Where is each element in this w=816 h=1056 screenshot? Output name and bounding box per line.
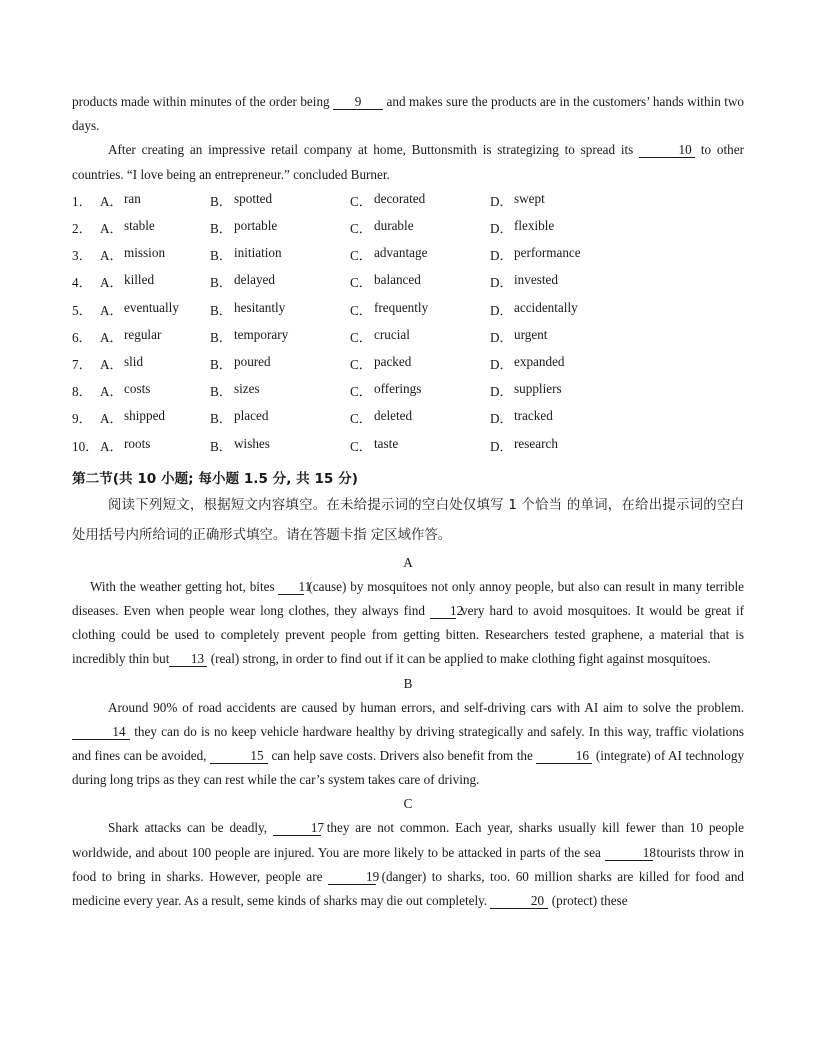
option-row	[72, 404, 744, 431]
option-row	[72, 323, 744, 350]
option-row	[72, 432, 744, 459]
option-c	[350, 381, 490, 400]
option-a	[100, 327, 210, 346]
option-a	[100, 218, 210, 237]
option-d	[490, 381, 610, 400]
option-letter: A．	[100, 221, 123, 237]
passage-b	[72, 696, 744, 793]
option-letter: C．	[350, 329, 372, 345]
option-letter: B．	[210, 302, 232, 318]
option-word: crucial	[374, 326, 410, 342]
option-word: balanced	[374, 272, 421, 288]
option-letter: B．	[210, 411, 232, 427]
option-word: portable	[234, 218, 278, 234]
option-word: packed	[374, 354, 412, 370]
text: With the weather getting hot, bites	[90, 578, 275, 594]
question-number: 10．	[72, 438, 99, 454]
question-number: 3．	[72, 248, 92, 264]
text: to other countries. “I love being an entrepreneur.” concluded Burner.	[72, 142, 745, 182]
answer-blank-17: 17	[273, 820, 321, 836]
text: they can do is no keep vehicle hardware healthy by driving strategically and safely. In this way, traffic violations and fines can be avoided,	[72, 723, 744, 763]
option-word: invested	[514, 272, 558, 288]
option-word: urgent	[514, 326, 548, 342]
option-letter: A．	[100, 275, 123, 291]
option-a	[100, 245, 210, 264]
text: products made within minutes of the order being	[72, 94, 330, 109]
option-letter: A．	[100, 302, 123, 318]
option-b	[210, 436, 350, 455]
text: (protect) these	[551, 892, 628, 908]
option-letter: B．	[210, 329, 232, 345]
answer-blank-9: 9	[333, 94, 383, 110]
question-number: 8．	[72, 384, 92, 400]
passage-c-label: C	[403, 796, 413, 812]
option-a	[100, 300, 210, 319]
option-letter: B．	[210, 357, 232, 373]
option-c	[350, 408, 490, 427]
option-letter: D．	[490, 275, 513, 291]
text: tourists throw in food to bring in sharks. However, people are	[72, 844, 745, 884]
text: (integrate) of AI technology during long trips as they can rest while the car’s system takes care of driving.	[72, 747, 745, 788]
option-word: expanded	[514, 354, 565, 370]
option-letter: B．	[210, 438, 232, 454]
question-number: 1．	[72, 193, 92, 209]
option-word: roots	[124, 435, 151, 451]
option-word: stable	[124, 218, 155, 234]
text: and makes sure the products are in the customers’ hands within two days.	[72, 94, 745, 134]
option-letter: D．	[490, 221, 513, 237]
option-row	[72, 187, 744, 214]
option-row	[72, 350, 744, 377]
option-letter: A．	[100, 248, 123, 264]
text: they are not common. Each year, sharks usually kill fewer than 10 people worldwide, and about 100 people are injured. You are more likely to be attacked in parts of the sea	[72, 820, 745, 860]
option-b	[210, 245, 350, 264]
section-heading: 第二节(共 10 小题; 每小题 1.5 分, 共 15 分)	[72, 470, 358, 487]
passage-b-label: B	[403, 675, 413, 691]
text: (danger) to sharks, too. 60 million sharks are killed for food and medicine every year. As a result, seme kinds of sharks may die out completely.	[72, 868, 745, 908]
option-letter: D．	[490, 411, 513, 427]
option-b	[210, 354, 350, 373]
option-b	[210, 381, 350, 400]
option-letter: D．	[490, 438, 513, 454]
answer-blank-11: 11	[278, 579, 304, 595]
option-letter: A．	[100, 357, 123, 373]
option-word: research	[514, 435, 558, 451]
option-word: accidentally	[514, 299, 578, 315]
option-d	[490, 218, 610, 237]
option-row	[72, 241, 744, 268]
option-word: initiation	[234, 245, 282, 261]
answer-blank-20: 20	[490, 893, 548, 909]
option-c	[350, 218, 490, 237]
question-number: 4．	[72, 275, 92, 291]
option-word: decorated	[374, 190, 426, 206]
option-d	[490, 354, 610, 373]
option-word: swept	[514, 190, 545, 206]
option-word: sizes	[234, 381, 260, 397]
option-word: performance	[514, 245, 581, 261]
answer-blank-13: 13	[169, 651, 207, 667]
option-c	[350, 354, 490, 373]
option-a	[100, 408, 210, 427]
option-word: mission	[124, 245, 166, 261]
text: After creating an impressive retail company at home, Buttonsmith is strategizing to spread its	[108, 142, 634, 158]
option-letter: B．	[210, 221, 232, 237]
option-word: hesitantly	[234, 299, 286, 315]
option-word: deleted	[374, 408, 413, 424]
option-word: placed	[234, 408, 269, 424]
question-number: 7．	[72, 357, 92, 373]
answer-blank-18: 18	[605, 845, 653, 861]
option-word: suppliers	[514, 381, 562, 397]
option-letter: B．	[210, 193, 232, 209]
option-c	[350, 300, 490, 319]
option-b	[210, 218, 350, 237]
option-letter: A．	[100, 329, 123, 345]
passage-a-label: A	[403, 554, 413, 570]
section-instruction: 阅读下列短文，根据短文内容填空。在未给提示词的空白处仅填写 1 个恰当 的单词，在给出提示词的空白处用括号内所给词的正确形式填空。请在答题卡指 定区域作答。	[72, 497, 744, 543]
answer-blank-15: 15	[210, 748, 268, 764]
answer-blank-12: 12	[430, 603, 456, 619]
question-number: 9．	[72, 411, 92, 427]
option-letter: A．	[100, 411, 123, 427]
option-word: shipped	[124, 408, 166, 424]
option-c	[350, 191, 490, 210]
option-d	[490, 191, 610, 210]
option-letter: A．	[100, 438, 123, 454]
option-d	[490, 272, 610, 291]
option-d	[490, 327, 610, 346]
answer-blank-10: 10	[639, 142, 695, 158]
option-a	[100, 354, 210, 373]
option-c	[350, 272, 490, 291]
option-word: ran	[124, 190, 141, 206]
answer-blank-14: 14	[72, 724, 130, 740]
text: (real) strong, in order to find out if it can be applied to make clothing fight against mosquitoes.	[210, 651, 711, 667]
option-letter: D．	[490, 329, 513, 345]
text: can help save costs. Drivers also benefit from the	[271, 747, 533, 763]
option-word: advantage	[374, 245, 428, 261]
option-letter: C．	[350, 275, 372, 291]
option-row	[72, 268, 744, 295]
option-d	[490, 245, 610, 264]
option-letter: D．	[490, 384, 513, 400]
option-b	[210, 191, 350, 210]
option-d	[490, 436, 610, 455]
option-b	[210, 408, 350, 427]
text: Shark attacks can be deadly,	[108, 820, 268, 836]
option-a	[100, 191, 210, 210]
option-letter: C．	[350, 384, 372, 400]
option-word: durable	[374, 218, 414, 234]
option-word: costs	[124, 381, 151, 397]
option-word: temporary	[234, 326, 289, 342]
passage-a	[72, 575, 744, 672]
option-c	[350, 245, 490, 264]
intro-paragraph-2	[72, 138, 744, 186]
option-d	[490, 408, 610, 427]
option-row	[72, 296, 744, 323]
option-letter: A．	[100, 384, 123, 400]
option-letter: C．	[350, 221, 372, 237]
question-number: 2．	[72, 221, 92, 237]
question-number: 5．	[72, 302, 92, 318]
option-letter: C．	[350, 193, 372, 209]
option-word: delayed	[234, 272, 276, 288]
option-b	[210, 272, 350, 291]
option-word: wishes	[234, 435, 270, 451]
option-letter: D．	[490, 357, 513, 373]
option-letter: D．	[490, 193, 513, 209]
option-word: tracked	[514, 408, 553, 424]
option-letter: C．	[350, 357, 372, 373]
options-list	[72, 187, 744, 459]
option-c	[350, 436, 490, 455]
option-a	[100, 272, 210, 291]
text: (cause) by mosquitoes not only annoy people, but also can result in many terrible diseases. Even when people wear long clothes, they always find	[72, 578, 745, 618]
option-a	[100, 436, 210, 455]
option-word: frequently	[374, 299, 429, 315]
option-word: taste	[374, 435, 399, 451]
option-letter: B．	[210, 248, 232, 264]
option-b	[210, 327, 350, 346]
option-row	[72, 377, 744, 404]
option-letter: C．	[350, 302, 372, 318]
option-word: slid	[124, 354, 144, 370]
option-word: offerings	[374, 381, 422, 397]
option-letter: A．	[100, 193, 123, 209]
option-word: regular	[124, 326, 162, 342]
option-letter: D．	[490, 302, 513, 318]
answer-blank-16: 16	[536, 748, 592, 764]
text: Around 90% of road accidents are caused by human errors, and self-driving cars with AI aim to solve the problem.	[108, 699, 744, 715]
option-d	[490, 300, 610, 319]
answer-blank-19: 19	[328, 869, 376, 885]
option-letter: C．	[350, 248, 372, 264]
option-b	[210, 300, 350, 319]
document-page	[72, 90, 744, 913]
question-number: 6．	[72, 329, 92, 345]
passage-c	[72, 816, 744, 913]
option-letter: D．	[490, 248, 513, 264]
option-word: killed	[124, 272, 155, 288]
option-word: flexible	[514, 218, 555, 234]
option-row	[72, 214, 744, 241]
option-letter: B．	[210, 384, 232, 400]
option-word: eventually	[124, 299, 179, 315]
text: very hard to avoid mosquitoes. It would be great if clothing could be used to completely prevent people from getting bitten. Researchers tested graphene, a material that is incredibly thin but	[72, 602, 745, 667]
intro-paragraph-1	[72, 90, 744, 138]
option-letter: C．	[350, 438, 372, 454]
option-a	[100, 381, 210, 400]
option-c	[350, 327, 490, 346]
option-letter: B．	[210, 275, 232, 291]
option-word: spotted	[234, 190, 273, 206]
option-letter: C．	[350, 411, 372, 427]
option-word: poured	[234, 354, 271, 370]
